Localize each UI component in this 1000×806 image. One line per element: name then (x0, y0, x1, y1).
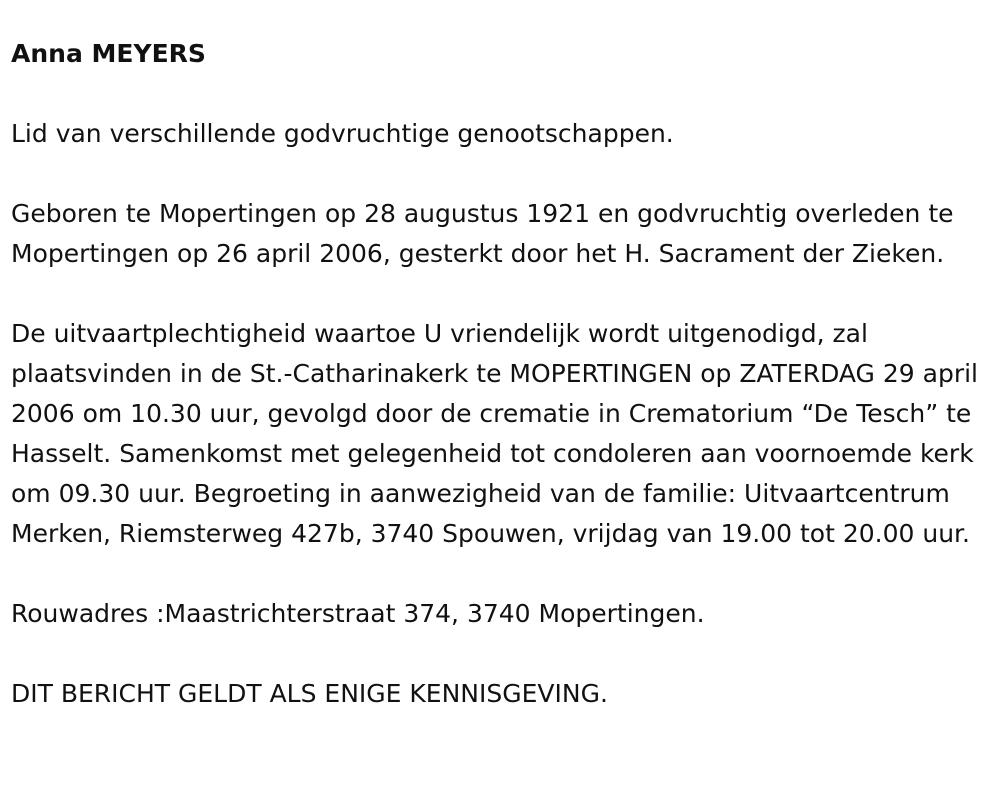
birth-death-text: Geboren te Mopertingen op 28 augustus 1921 en godvruchtig overleden te Mopertingen op 26 april 2006, gesterkt door het H. Sacrament der Zieken. (11, 199, 954, 268)
deceased-name: Anna MEYERS (11, 39, 206, 68)
membership-text: Lid van verschillende godvruchtige genootschappen. (11, 119, 674, 148)
obituary-notice (11, 34, 986, 714)
closing-statement: DIT BERICHT GELDT ALS ENIGE KENNISGEVING. (11, 679, 608, 708)
funeral-details-text: De uitvaartplechtigheid waartoe U vriendelijk wordt uitgenodigd, zal plaatsvinden in de St.-Catharinakerk te MOPERTINGEN op ZATERDAG 29 april 2006 om 10.30 uur, gevolgd door de crematie in Crematorium “De Tesch” te Hasselt. Samenkomst met gelegenheid tot condoleren aan voornoemde kerk om 09.30 uur. Begroeting in aanwezigheid van de familie: Uitvaartcentrum Merken, Riemsterweg 427b, 3740 Spouwen, vrijdag van 19.00 tot 20.00 uur. (11, 319, 978, 548)
mourning-address-text: Rouwadres :Maastrichterstraat 374, 3740 Mopertingen. (11, 599, 705, 628)
